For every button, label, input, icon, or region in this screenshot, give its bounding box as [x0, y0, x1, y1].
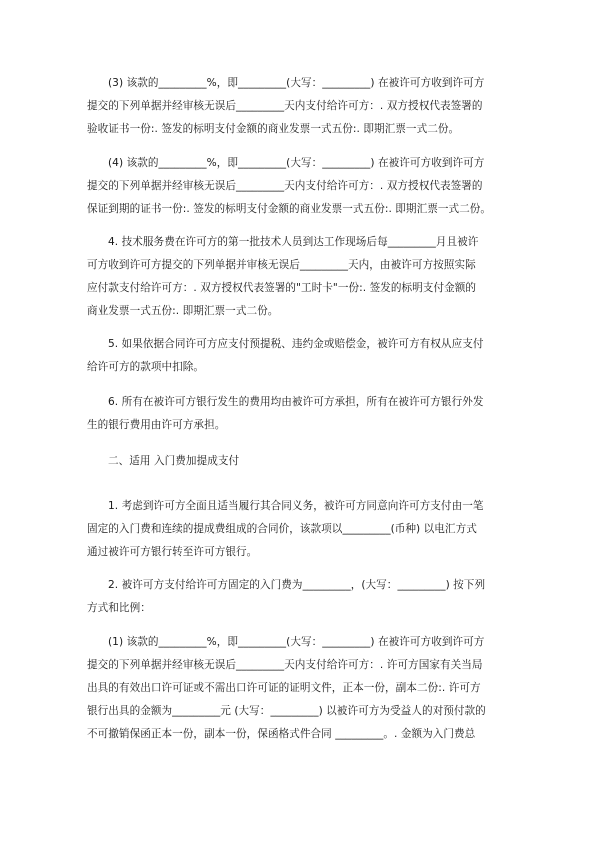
section-title: 二、适用 入门费加提成支付 — [108, 455, 240, 467]
withholding-tax-paragraph — [87, 333, 527, 379]
clause-3-payment-paragraph — [87, 72, 527, 141]
text-line: 保证到期的证书一份:. 签发的标明支付金额的商业发票一式五份:. 即期汇票一式二份。 — [87, 203, 492, 215]
text-line: 6. 所有在被许可方银行发生的费用均由被许可方承担，所有在被许可方银行外发 — [108, 396, 484, 408]
text-line: 出具的有效出口许可证或不需出口许可证的证明文件，正本一份，副本二份:. 许可方 — [87, 682, 481, 694]
text-line: 不可撤销保函正本一份，副本一份，保函格式件合同 _________。. 金额为入门费总 — [87, 728, 476, 740]
clause-4-payment-paragraph — [87, 152, 527, 221]
text-line: 1. 考虑到许可方全面且适当履行其合同义务，被许可方同意向许可方支付由一笔 — [108, 500, 484, 512]
technical-service-fee-paragraph — [87, 231, 527, 323]
text-line: 提交的下列单据并经审核无误后_________天内支付给许可方：. 双方授权代表签署的 — [87, 100, 483, 112]
bank-charges-paragraph — [87, 391, 527, 437]
text-line: (3) 该款的_________%，即_________(大写：_________) 在被许可方收到许可方 — [108, 77, 485, 89]
text-line: 商业发票一式五份:. 即期汇票一式二份。 — [87, 305, 279, 317]
text-line: 银行出具的金额为_________元 (大写：_________) 以被许可方为受益人的对预付款的 — [87, 705, 486, 717]
text-line: (4) 该款的_________%，即_________(大写：_________) 在被许可方收到许可方 — [108, 157, 485, 169]
text-line: 固定的入门费和连续的提成费组成的合同价，该款项以_________(币种) 以电汇方式 — [87, 523, 477, 535]
text-line: 5. 如果依据合同许可方应支付预提税、违约金或赔偿金，被许可方有权从应支付 — [108, 338, 484, 350]
text-line: 应付款支付给许可方：. 双方授权代表签署的"工时卡"一份:. 签发的标明支付金额的 — [87, 282, 477, 294]
text-line: 通过被许可方银行转至许可方银行。 — [87, 546, 258, 558]
text-line: 生的银行费用由许可方承担。 — [87, 419, 226, 431]
text-line: 给许可方的款项中扣除。 — [87, 361, 205, 373]
text-line: 2. 被许可方支付给许可方固定的入门费为_________，(大写：_________) 按下列 — [108, 579, 486, 591]
text-line: (1) 该款的_________%，即_________(大写：_________) 在被许可方收到许可方 — [108, 636, 485, 648]
entry-fee-installment-1-paragraph — [87, 631, 527, 746]
text-line: 4. 技术服务费在许可方的第一批技术人员到达工作现场后每_________月且被许 — [108, 236, 479, 248]
text-line: 可方收到许可方提交的下列单据并审核无误后_________天内，由被许可方按照实际 — [87, 259, 476, 271]
section-heading — [87, 450, 527, 473]
entry-fee-paragraph — [87, 574, 527, 620]
text-line: 验收证书一份:. 签发的标明支付金额的商业发票一式五份:. 即期汇票一式二份。 — [87, 123, 460, 135]
contract-price-paragraph — [87, 495, 527, 564]
text-line: 方式和比例： — [87, 602, 151, 614]
text-line: 提交的下列单据并经审核无误后_________天内支付给许可方：. 双方授权代表签署的 — [87, 180, 483, 192]
text-line: 提交的下列单据并经审核无误后_________天内支付给许可方：. 许可方国家有关当局 — [87, 659, 483, 671]
